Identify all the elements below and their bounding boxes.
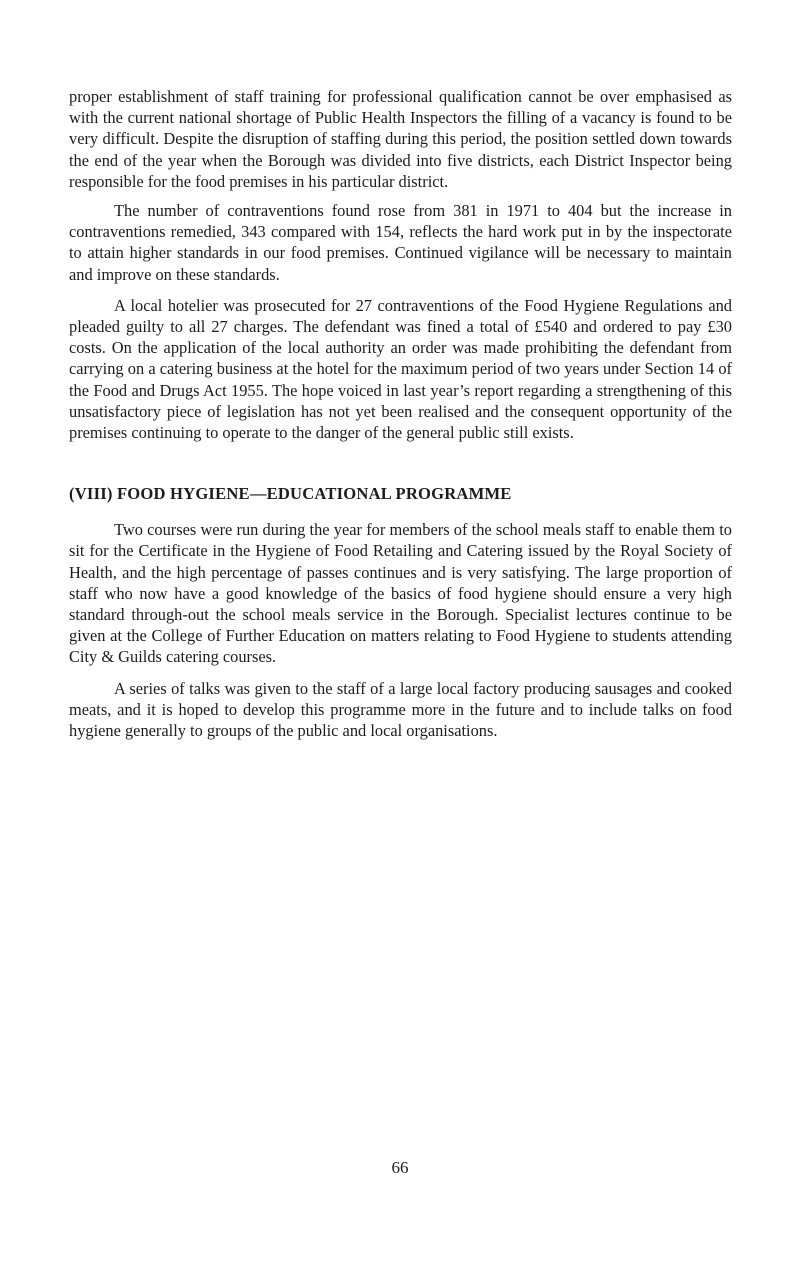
paragraph-talks: A series of talks was given to the staff of a large local factory producing sausages and cooked meats, and it is hoped to develop this programme more in the future and to include talks on food hygiene generally to groups of the public and local organisations.: [69, 678, 732, 741]
paragraph-courses: Two courses were run during the year for members of the school meals staff to enable them to sit for the Certificate in the Hygiene of Food Retailing and Catering issued by the Royal Society of Health, and the high percentage of passes continues and is very satisfying. The large proportion of staff who now have a good knowledge of the basics of food hygiene should ensure a very high standard through-out the school meals service in the Borough. Specialist lectures continue to be given at the College of Further Education on matters relating to Food Hygiene to students attending City & Guilds catering courses.: [69, 520, 732, 667]
paragraph-contraventions: The number of contraventions found rose from 381 in 1971 to 404 but the increase in contraventions remedied, 343 compared with 154, reflects the hard work put in by the inspectorate to attain higher standards in our food premises. Continued vigilance will be necessary to maintain and improve on these standards.: [69, 201, 732, 284]
paragraph-staff-training: proper establishment of staff training for professional qualification cannot be over emphasised as with the current national shortage of Public Health Inspectors the filling of a vacancy is found to be very difficult. Despite the disruption of staffing during this period, the position settled down towards the end of the year when the Borough was divided into five districts, each District Inspector being responsible for the food premises in his particular district.: [69, 87, 732, 191]
page-number: 66: [391, 1158, 409, 1177]
document-page: [69, 86, 732, 741]
section-heading-food-hygiene-educational: (VIII) FOOD HYGIENE—EDUCATIONAL PROGRAMME: [69, 484, 512, 504]
paragraph-prosecution: A local hotelier was prosecuted for 27 contraventions of the Food Hygiene Regulations and pleaded guilty to all 27 charges. The defendant was fined a total of £540 and ordered to pay £30 costs. On the application of the local authority an order was made prohibiting the defendant from carrying on a catering business at the hotel for the maximum period of two years under Section 14 of the Food and Drugs Act 1955. The hope voiced in last year’s report regarding a strengthening of this unsatisfactory piece of legislation has not yet been realised and the consequent opportunity of the premises continuing to operate to the danger of the general public still exists.: [69, 295, 732, 443]
